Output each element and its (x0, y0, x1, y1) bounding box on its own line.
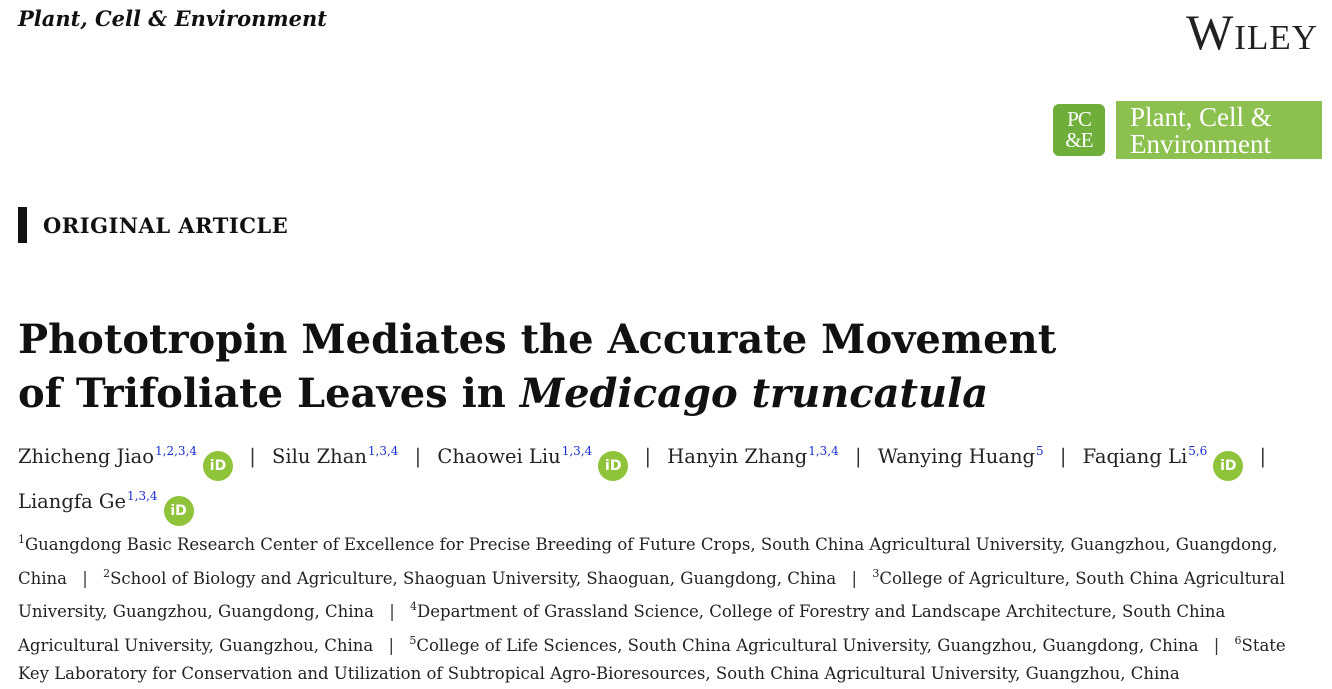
affiliation-separator: | (388, 635, 395, 655)
affiliation-text: State Key Laboratory for Conservation and Utilization of Subtropical Agro-Bioresources, South China Agricultural University, Guangzhou, China (18, 635, 1286, 683)
affiliation-separator: | (82, 568, 88, 588)
author-separator: | (1059, 445, 1067, 468)
author-name[interactable]: Chaowei Liu (437, 445, 561, 468)
journal-mark-logo (1053, 104, 1105, 156)
affiliation-text: Guangdong Basic Research Center of Excellence for Precise Breeding of Future Crops, South China Agricultural University, Guangzhou, Guangdong, China (18, 535, 1278, 588)
author-entry (667, 445, 839, 468)
article-type-label: ORIGINAL ARTICLE (43, 212, 289, 238)
affiliation-number: 4 (410, 600, 418, 613)
affiliation-number: 2 (103, 566, 111, 580)
affiliation-number: 5 (409, 633, 417, 647)
author-entry (437, 444, 628, 474)
author-affiliation-marker[interactable]: 1,2,3,4 (155, 444, 198, 458)
author-affiliation-marker[interactable]: 5,6 (1188, 444, 1208, 458)
author-separator: | (414, 445, 422, 468)
journal-mark-line2: &E (1065, 128, 1093, 152)
author-affiliation-marker[interactable]: 1,3,4 (808, 444, 839, 458)
author-affiliation-marker[interactable]: 1,3,4 (561, 444, 593, 458)
affiliation-text: College of Agriculture, South China Agricultural University, Guangzhou, Guangdong, China (18, 568, 1285, 621)
orcid-icon[interactable]: iD (203, 451, 233, 481)
author-entry (18, 444, 233, 474)
journal-banner (1053, 101, 1322, 159)
title-line1: Phototropin Mediates the Accurate Movement (18, 316, 1057, 363)
author-separator: | (854, 445, 862, 468)
author-separator: | (249, 445, 256, 468)
author-entry (878, 445, 1044, 468)
journal-mark-line1: PC (1067, 107, 1091, 131)
affiliation-list (18, 526, 1318, 689)
author-name[interactable]: Wanying Huang (877, 445, 1035, 468)
author-name[interactable]: Faqiang Li (1082, 445, 1188, 468)
author-affiliation-marker[interactable]: 1,3,4 (367, 444, 399, 458)
affiliation-separator: | (389, 602, 395, 621)
author-affiliation-marker[interactable]: 5 (1036, 444, 1044, 458)
article-title (18, 313, 1118, 421)
orcid-icon[interactable]: iD (1213, 451, 1243, 481)
author-separator: | (644, 445, 652, 468)
publisher-logo: Wiley (1186, 4, 1318, 60)
affiliation-text: Department of Grassland Science, College of Forestry and Landscape Architecture, South China Agricultural University, Guangzhou, China (18, 602, 1226, 655)
journal-banner-line2: Environment (1130, 129, 1271, 159)
author-separator: | (1259, 445, 1267, 468)
affiliation-text: School of Biology and Agriculture, Shaoguan University, Shaoguan, Guangdong, China (110, 568, 837, 588)
author-affiliation-marker[interactable]: 1,3,4 (127, 489, 158, 503)
author-name[interactable]: Liangfa Ge (18, 490, 127, 513)
affiliation-separator: | (851, 568, 858, 588)
author-name[interactable]: Zhicheng Jiao (18, 445, 155, 468)
author-entry (18, 489, 194, 519)
affiliation-number: 3 (872, 566, 880, 580)
affiliation-separator: | (1213, 635, 1220, 655)
title-line2-prefix: of Trifoliate Leaves in (18, 370, 520, 417)
journal-banner-name (1116, 101, 1322, 159)
affiliation-number: 1 (18, 533, 25, 546)
author-entry (1082, 444, 1244, 474)
orcid-icon[interactable]: iD (598, 451, 628, 481)
article-type-bar (18, 207, 27, 243)
affiliation-text: College of Life Sciences, South China Agricultural University, Guangzhou, Guangdong, China (416, 635, 1199, 655)
affiliation-number: 6 (1234, 633, 1242, 647)
orcid-icon[interactable]: iD (164, 496, 194, 526)
author-name[interactable]: Silu Zhan (272, 445, 367, 468)
journal-banner-line1: Plant, Cell & (1130, 102, 1272, 132)
author-name[interactable]: Hanyin Zhang (667, 445, 808, 468)
journal-name: Plant, Cell & Environment (18, 6, 327, 31)
author-entry (272, 445, 398, 468)
title-species: Medicago truncatula (519, 370, 989, 417)
author-list (18, 436, 1308, 526)
article-type (18, 207, 288, 243)
